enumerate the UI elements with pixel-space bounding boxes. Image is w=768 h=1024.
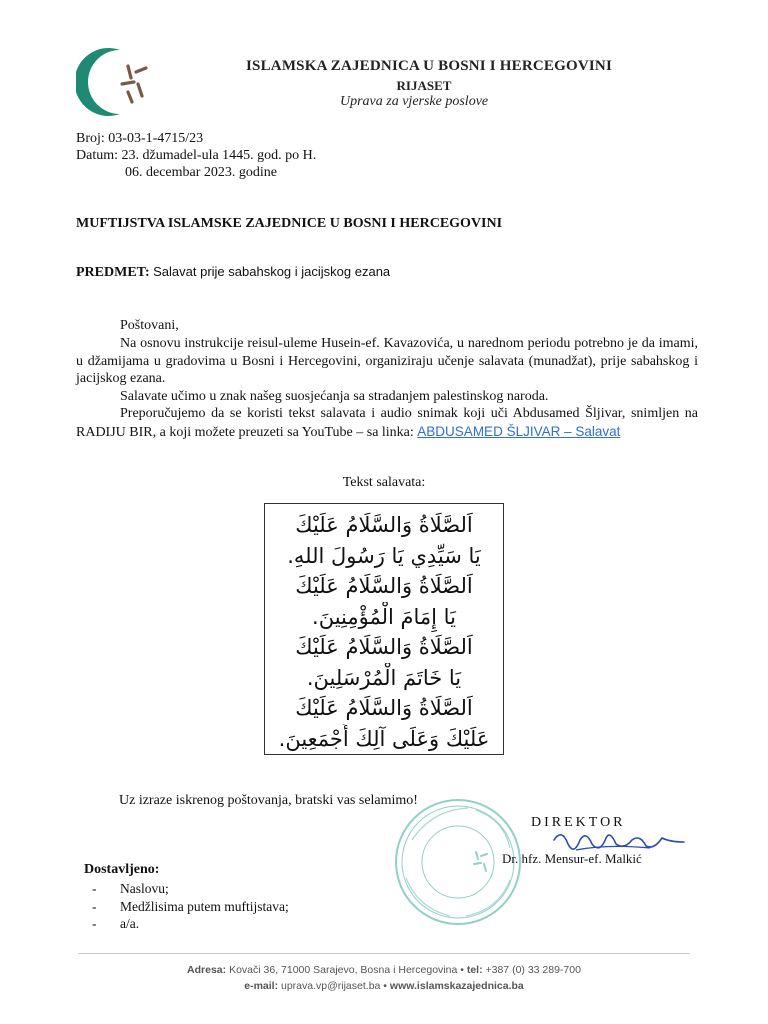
delivery-item-text: Medžlisima putem muftijstava; [120,898,289,914]
salavat-lines [265,504,503,754]
salavat-label: Tekst salavata: [342,475,426,490]
address: Kovači 36, 71000 Sarajevo, Bosna i Hercegovina [229,964,458,976]
organization-name: ISLAMSKA ZAJEDNICA U BOSNI I HERCEGOVINI [246,58,612,74]
salavat-line: يَا خَاتَمَ الْمُرْسَلِينَ. [306,665,462,690]
salavat-line: يَا سَيِّدِي يَا رَسُولَ اللهِ. [287,543,481,568]
delivery-list [92,880,289,933]
delivery-item: - Medžlisima putem muftijstava; [92,898,289,914]
hijri-date: Datum: 23. džumadel-ula 1445. god. po H. [76,148,317,163]
telephone: +387 (0) 33 289-700 [485,964,581,976]
closing-line: Uz izraze iskrenog poštovanja, bratski vas selamimo! [119,793,418,808]
reference-number: Broj: 03-03-1-4715/23 [76,131,204,146]
salavat-line: اَلصَّلَاةُ وَالسَّلَامُ عَلَيْكَ [295,696,473,720]
email-label: e-mail: [244,980,279,992]
gregorian-date: 06. decembar 2023. godine [125,165,278,180]
subject-text: Salavat prije sabahskog i jacijskog ezana [153,264,391,279]
delivery-item: - Naslovu; [92,881,169,896]
salavat-line: اَلصَّلَاةُ وَالسَّلَامُ عَلَيْكَ [295,574,473,598]
organization-subtitle: RIJASET [396,78,452,93]
greeting: Poštovani, [120,318,179,333]
body-paragraph-3-text: Preporučujemo da se koristi tekst salavata i audio snimak koji uči Abdusamed Šljivar, snimljen na RADIJU BIR, a koji možete preuzeti sa YouTube – sa linka: [76,406,698,440]
youtube-link[interactable]: ABDUSAMED ŠLJIVAR – Salavat [417,423,621,439]
address-label: Adresa: [187,964,227,976]
delivery-item-text: Naslovu; [120,881,169,896]
subject-label: PREDMET: [76,265,150,280]
salavat-line: اَلصَّلَاةُ وَالسَّلَامُ عَلَيْكَ [295,513,473,537]
salavat-text-box [264,503,504,755]
delivery-item-text: a/a. [120,916,140,931]
website[interactable]: www.islamskazajednica.ba [389,980,524,992]
recipient: MUFTIJSTVA ISLAMSKE ZAJEDNICE U BOSNI I HERCEGOVINI [76,216,503,231]
tel-label: tel: [466,964,483,976]
organization-department: Uprava za vjerske poslove [340,94,489,109]
subject-line [76,264,390,281]
footer-divider [78,953,690,954]
body-paragraph-2: Salavate učimo u znak našeg suosjećanja sa stradanjem palestinskog naroda. [120,388,549,404]
salavat-line: عَلَيْكَ وَعَلَى آلِكَ أَجْمَعِينَ. [278,726,490,751]
salavat-line: يَا إِمَامَ الْمُؤْمِنِينَ. [312,604,456,629]
signatory-name: Dr. hfz. Mensur-ef. Malkić [502,851,642,866]
footer-address-line: Adresa: Kovači 36, 71000 Sarajevo, Bosna i Hercegovina • tel: +387 (0) 33 289-700 [187,964,581,976]
signatory-title: DIREKTOR [531,815,626,830]
body-paragraph-3 [76,405,698,441]
delivery-item: - a/a. [92,916,140,931]
salavat-line: اَلصَّلَاةُ وَالسَّلَامُ عَلَيْكَ [295,635,473,659]
letter-body [76,335,698,442]
delivery-label: Dostavljeno: [84,862,160,877]
footer-contact-line: e-mail: uprava.vp@rijaset.ba • www.islamskazajednica.ba [244,980,524,992]
body-paragraph-1: Na osnovu instrukcije reisul-uleme Husein-ef. Kavazovića, u narednom periodu potrebno je da imami, u džamijama u gradovima u Bosni i Hercegovini, organiziraju učenje salavata (munadžat), prije sabahskog i jacijskog ezana. [76,336,698,387]
email[interactable]: uprava.vp@rijaset.ba [281,980,381,992]
